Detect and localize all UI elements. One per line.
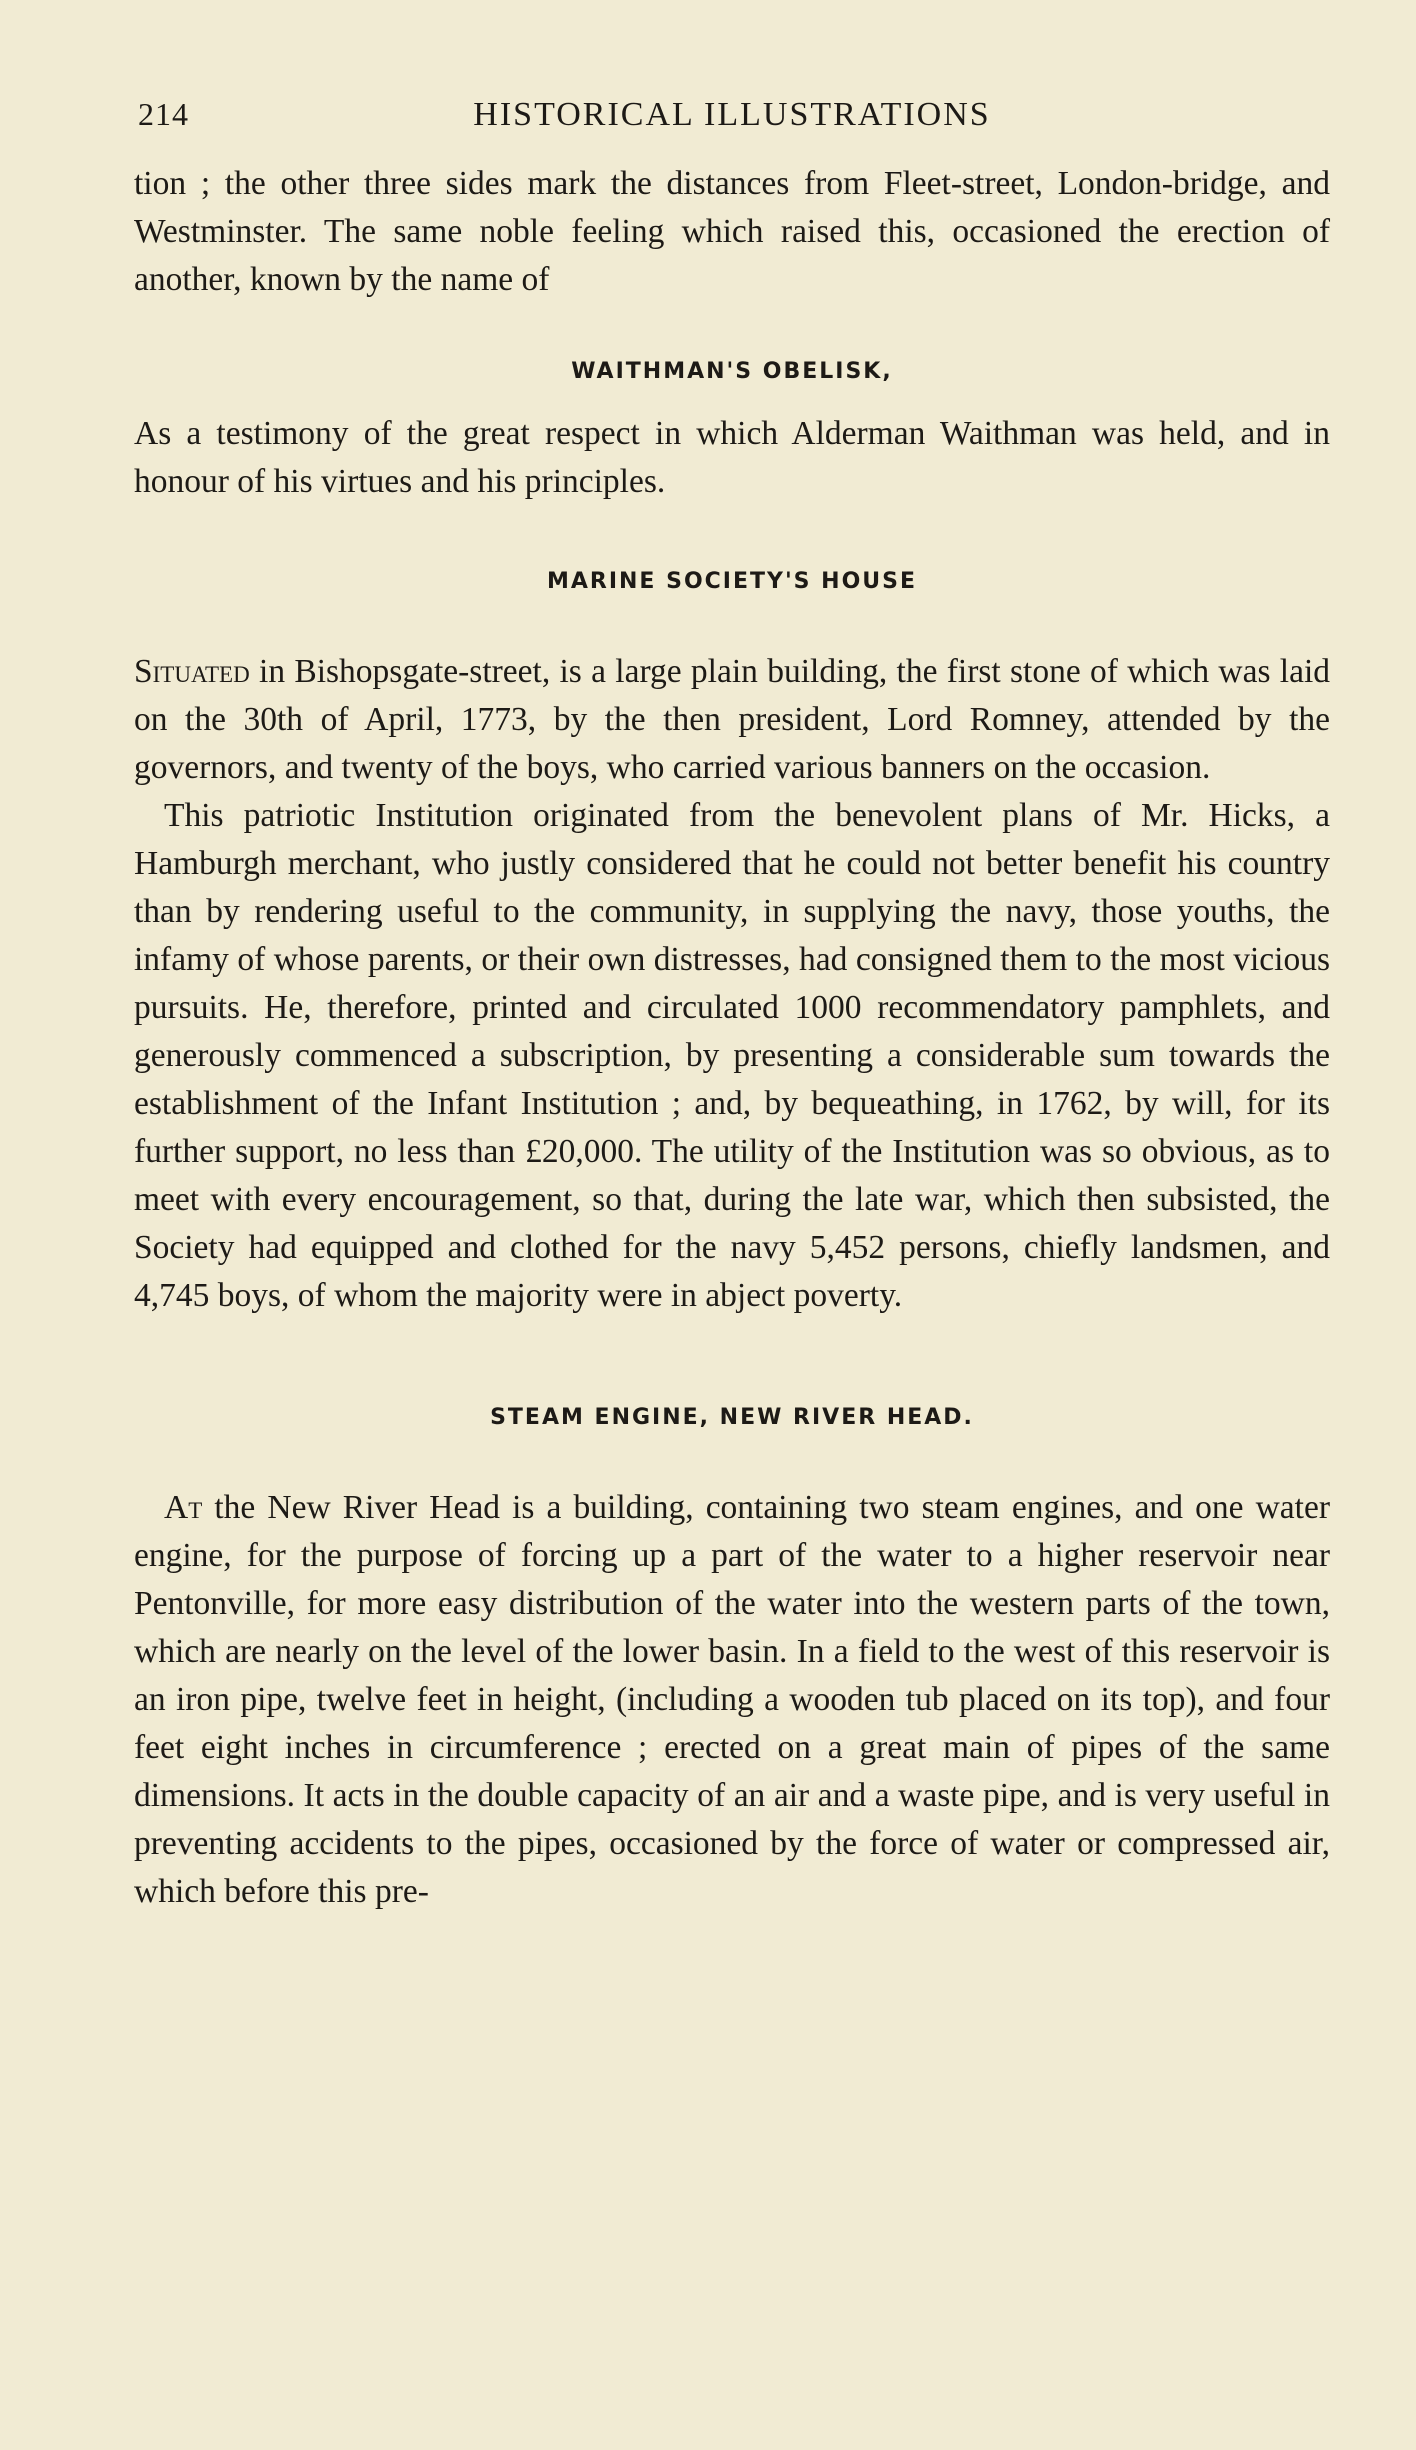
page-body [134, 160, 1330, 1916]
steam-paragraph-text: the New River Head is a building, containing two steam engines, and one water engine, for the purpose of forcing up a part of the water to a higher reservoir near Pentonville, for more easy distribution of the water into the western parts of the town, which are nearly on the level of the lower basin. In a field to the west of this reservoir is an iron pipe, twelve feet in height, (including a wooden tub placed on its top), and four feet eight inches in circumference ; erected on a great main of pipes of the same dimensions. It acts in the double capacity of an air and a waste pipe, and is very useful in preventing accidents to the pipes, occasioned by the force of water or compressed air, which before this pre- [134, 1489, 1330, 1910]
marine-lead-word: Situated [134, 653, 250, 690]
page-header [134, 96, 1330, 140]
waithman-paragraph: As a testimony of the great respect in which Alderman Waithman was held, and in honour of his virtues and his principles. [134, 415, 1330, 500]
marine-paragraph-2: This patriotic Institution originated from the benevolent plans of Mr. Hicks, a Hamburgh merchant, who justly considered that he could not better benefit his country than by rendering useful to the community, in supplying the navy, those youths, the infamy of whose parents, or their own distresses, had consigned them to the most vicious pursuits. He, therefore, printed and circulated 1000 recommendatory pamphlets, and generously commenced a subscription, by presenting a considerable sum towards the establishment of the Infant Institution ; and, by bequeathing, in 1762, by will, for its further support, no less than £20,000. The utility of the Institution was so obvious, as to meet with every encouragement, so that, during the late war, which then subsisted, the Society had equipped and clothed for the navy 5,452 persons, chiefly landsmen, and 4,745 boys, of whom the majority were in abject poverty. [134, 797, 1330, 1314]
marine-paragraph-1-text: in Bishopsgate-street, is a large plain building, the first stone of which was laid on the 30th of April, 1773, by the then president, Lord Romney, attended by the governors, and twenty of the boys, who carried various banners on the occasion. [134, 653, 1330, 786]
marine-paragraph-1 [134, 648, 1330, 792]
steam-paragraph [134, 1484, 1330, 1916]
marine-society-heading: MARINE SOCIETY'S HOUSE [546, 569, 918, 594]
page-number: 214 [138, 96, 189, 132]
steam-lead-word: At [164, 1489, 203, 1526]
steam-engine-heading: STEAM ENGINE, NEW RIVER HEAD. [490, 1405, 974, 1430]
waithman-obelisk-heading: WAITHMAN'S OBELISK, [571, 359, 893, 384]
opening-paragraph: tion ; the other three sides mark the distances from Fleet-street, London-bridge, and Westminster. The same noble feeling which raised this, occasioned the erection of another, known by the name of [134, 165, 1330, 298]
running-head: HISTORICAL ILLUSTRATIONS [473, 96, 991, 133]
